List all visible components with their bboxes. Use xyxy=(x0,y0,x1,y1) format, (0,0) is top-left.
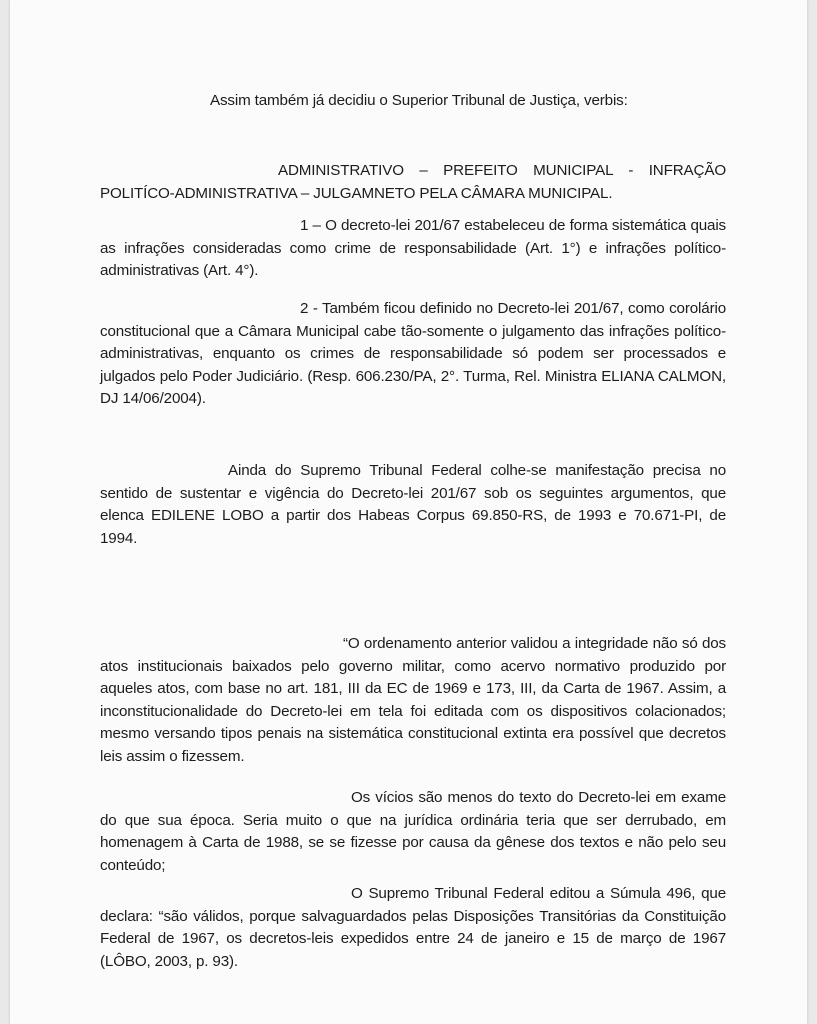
quote-paragraph-1-text: “O ordenamento anterior validou a integridade não só dos atos institucionais baixados pelo governo militar, como acervo normativo produzido por aqueles atos, com base no art. 181, III da EC de 1969 e 173, III, da Carta de 1967. Assim, a inconstitucionalidade do Decreto-lei em tela foi editada com os dispositivos colacionados; mesmo versando tipos penais na sistemática constitucional extinta era possível que decretos leis assim o fizessem. xyxy=(100,635,726,765)
document-page xyxy=(10,0,807,1024)
ementa-heading-line-2: POLITÍCO-ADMINISTRATIVA – JULGAMNETO PELA CÂMARA MUNICIPAL. xyxy=(100,184,613,202)
ementa-item-1 xyxy=(100,215,726,283)
quote-paragraph-2 xyxy=(100,787,726,877)
ementa-item-2 xyxy=(100,298,726,411)
quote-paragraph-2-text: Os vícios são menos do texto do Decreto-lei em exame do que sua época. Seria muito o que na jurídica ordinária teria que ser derrubado, em homenagem à Carta de 1988, se se fizesse por causa da gênese dos textos e não pelo seu conteúdo; xyxy=(100,789,726,874)
quote-paragraph-1 xyxy=(100,633,726,768)
ementa-item-2-text: 2 - Também ficou definido no Decreto-lei 201/67, como corolário constitucional que a Câmara Municipal cabe tão-somente o julgamento das infrações político-administrativas, enquanto os crimes de responsabilidade só podem ser processados e julgados pelo Poder Judiciário. (Resp. 606.230/PA, 2°. Turma, Rel. Ministra ELIANA CALMON, DJ 14/06/2004). xyxy=(100,300,726,407)
ementa-heading xyxy=(100,160,726,205)
ementa-item-1-text: 1 – O decreto-lei 201/67 estabeleceu de forma sistemática quais as infrações consideradas como crime de responsabilidade (Art. 1°) e infrações político-administrativas (Art. 4°). xyxy=(100,217,726,279)
body-paragraph xyxy=(100,460,726,550)
body-paragraph-text: Ainda do Supremo Tribunal Federal colhe-se manifestação precisa no sentido de sustentar e vigência do Decreto-lei 201/67 sob os seguintes argumentos, que elenca EDILENE LOBO a partir dos Habeas Corpus 69.850-RS, de 1993 e 70.671-PI, de 1994. xyxy=(100,462,726,547)
ementa-heading-line-1: ADMINISTRATIVO – PREFEITO MUNICIPAL - INFRAÇÃO xyxy=(278,162,726,179)
quote-paragraph-3 xyxy=(100,883,726,973)
intro-line: Assim também já decidiu o Superior Tribunal de Justiça, verbis: xyxy=(210,92,628,109)
quote-paragraph-3-text: O Supremo Tribunal Federal editou a Súmula 496, que declara: “são válidos, porque salvaguardados pelas Disposições Transitórias da Constituição Federal de 1967, os decretos-leis expedidos entre 24 de janeiro e 15 de março de 1967 (LÔBO, 2003, p. 93). xyxy=(100,885,726,970)
